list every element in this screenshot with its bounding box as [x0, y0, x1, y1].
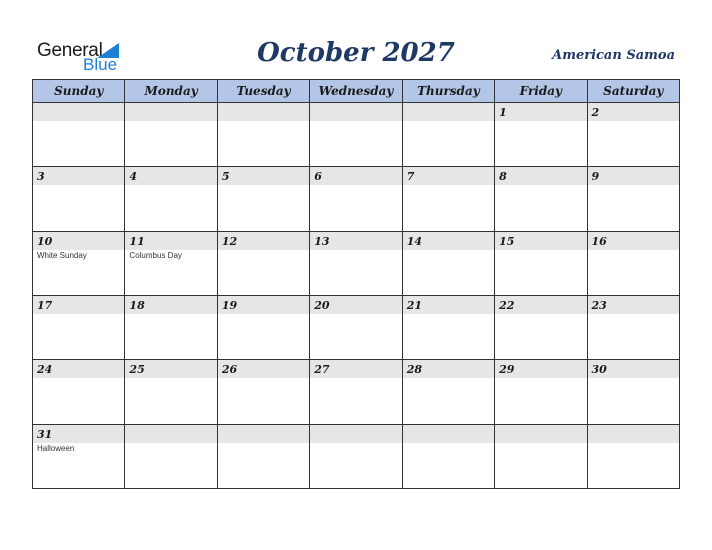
- weekday-header: Thursday: [402, 80, 494, 103]
- day-number-strip: [403, 103, 494, 121]
- day-number: 7: [406, 170, 415, 184]
- day-number: 2: [591, 106, 600, 119]
- day-cell: [587, 167, 679, 231]
- day-cell: [495, 167, 587, 231]
- day-number: 31: [37, 427, 53, 441]
- day-number-strip: [403, 167, 494, 185]
- weekday-header: Sunday: [33, 80, 125, 103]
- day-cell: [33, 167, 125, 231]
- day-cell: [495, 424, 587, 488]
- day-number: 3: [37, 170, 45, 184]
- holiday-label: Columbus Day: [129, 250, 182, 260]
- day-number: 23: [591, 298, 607, 312]
- day-cell: [402, 295, 494, 359]
- day-cell: [495, 103, 587, 167]
- day-number: 29: [499, 363, 515, 377]
- day-cell: [125, 231, 217, 295]
- day-cell: [217, 231, 309, 295]
- day-cell: [217, 360, 309, 424]
- day-number-strip: [218, 425, 309, 443]
- day-cell: [33, 424, 125, 488]
- day-number: 25: [129, 363, 145, 377]
- day-number: 14: [406, 234, 422, 248]
- holiday-label: White Sunday: [37, 250, 87, 260]
- day-number-strip: [310, 167, 401, 185]
- day-number: 5: [221, 170, 230, 184]
- day-cell: [310, 360, 402, 424]
- day-number: 24: [37, 363, 53, 377]
- day-number-strip: [125, 167, 216, 185]
- day-cell: [310, 231, 402, 295]
- day-number: 1: [499, 106, 507, 119]
- day-number-strip: [125, 425, 216, 443]
- day-cell: [402, 360, 494, 424]
- day-number: 26: [221, 363, 238, 377]
- day-number-strip: [588, 167, 679, 185]
- day-cell: [587, 424, 679, 488]
- day-number-strip: [310, 425, 401, 443]
- day-number-strip: [495, 425, 586, 443]
- day-cell: [587, 231, 679, 295]
- logo-text-blue: Blue: [83, 55, 118, 74]
- weekday-header: Friday: [495, 80, 587, 103]
- day-number: 17: [37, 298, 53, 312]
- day-cell: [310, 167, 402, 231]
- day-cell: [125, 103, 217, 167]
- calendar-title: October 2027: [257, 38, 455, 68]
- week-row: [33, 360, 680, 424]
- day-cell: [310, 424, 402, 488]
- day-number-strip: [218, 103, 309, 121]
- weekday-header-row: [33, 80, 680, 103]
- day-cell: [33, 103, 125, 167]
- day-number-strip: [33, 103, 124, 121]
- day-cell: [125, 424, 217, 488]
- day-cell: [33, 295, 125, 359]
- day-cell: [217, 103, 309, 167]
- week-row: [33, 167, 680, 231]
- day-cell: [495, 295, 587, 359]
- day-number: 19: [221, 298, 238, 312]
- day-cell: [587, 103, 679, 167]
- day-number: 27: [314, 363, 330, 377]
- day-cell: [125, 360, 217, 424]
- day-cell: [310, 295, 402, 359]
- calendar-grid: [32, 79, 680, 489]
- day-number: 9: [591, 170, 600, 184]
- day-number-strip: [495, 167, 586, 185]
- holiday-label: Halloween: [37, 443, 75, 453]
- day-cell: [217, 295, 309, 359]
- week-row: [33, 295, 680, 359]
- day-number-strip: [588, 425, 679, 443]
- day-cell: [587, 295, 679, 359]
- day-number: 22: [499, 298, 515, 312]
- day-number-strip: [495, 103, 586, 121]
- day-cell: [402, 167, 494, 231]
- day-cell: [402, 424, 494, 488]
- day-cell: [217, 424, 309, 488]
- day-number: 28: [406, 363, 422, 377]
- day-number-strip: [310, 103, 401, 121]
- day-number-strip: [588, 103, 679, 121]
- day-cell: [402, 103, 494, 167]
- day-number: 15: [499, 234, 515, 248]
- day-cell: [402, 231, 494, 295]
- day-number: 12: [221, 234, 238, 248]
- day-number: 8: [499, 170, 507, 184]
- day-cell: [33, 360, 125, 424]
- weekday-header: Tuesday: [217, 80, 309, 103]
- day-number-strip: [33, 167, 124, 185]
- day-number: 20: [314, 298, 330, 312]
- day-number: 4: [129, 170, 138, 184]
- day-cell: [310, 103, 402, 167]
- weekday-header: Monday: [125, 80, 217, 103]
- week-row: [33, 424, 680, 488]
- day-cell: [495, 231, 587, 295]
- day-number-strip: [218, 167, 309, 185]
- day-cell: [217, 167, 309, 231]
- day-number: 30: [591, 363, 607, 377]
- day-number: 16: [591, 234, 607, 248]
- day-number: 21: [406, 298, 422, 312]
- day-number: 10: [37, 234, 53, 248]
- week-row: [33, 103, 680, 167]
- weekday-header: Saturday: [587, 80, 679, 103]
- region-name: American Samoa: [552, 48, 675, 63]
- day-number-strip: [125, 103, 216, 121]
- day-cell: [33, 231, 125, 295]
- day-number: 13: [314, 234, 330, 248]
- day-cell: [587, 360, 679, 424]
- weekday-header: Wednesday: [310, 80, 402, 103]
- logo-text-general: General: [37, 40, 103, 61]
- day-number-strip: [403, 425, 494, 443]
- week-row: [33, 231, 680, 295]
- day-cell: [495, 360, 587, 424]
- day-number: 11: [129, 234, 145, 248]
- day-cell: [125, 295, 217, 359]
- day-number: 18: [129, 298, 145, 312]
- day-number: 6: [314, 170, 322, 184]
- day-cell: [125, 167, 217, 231]
